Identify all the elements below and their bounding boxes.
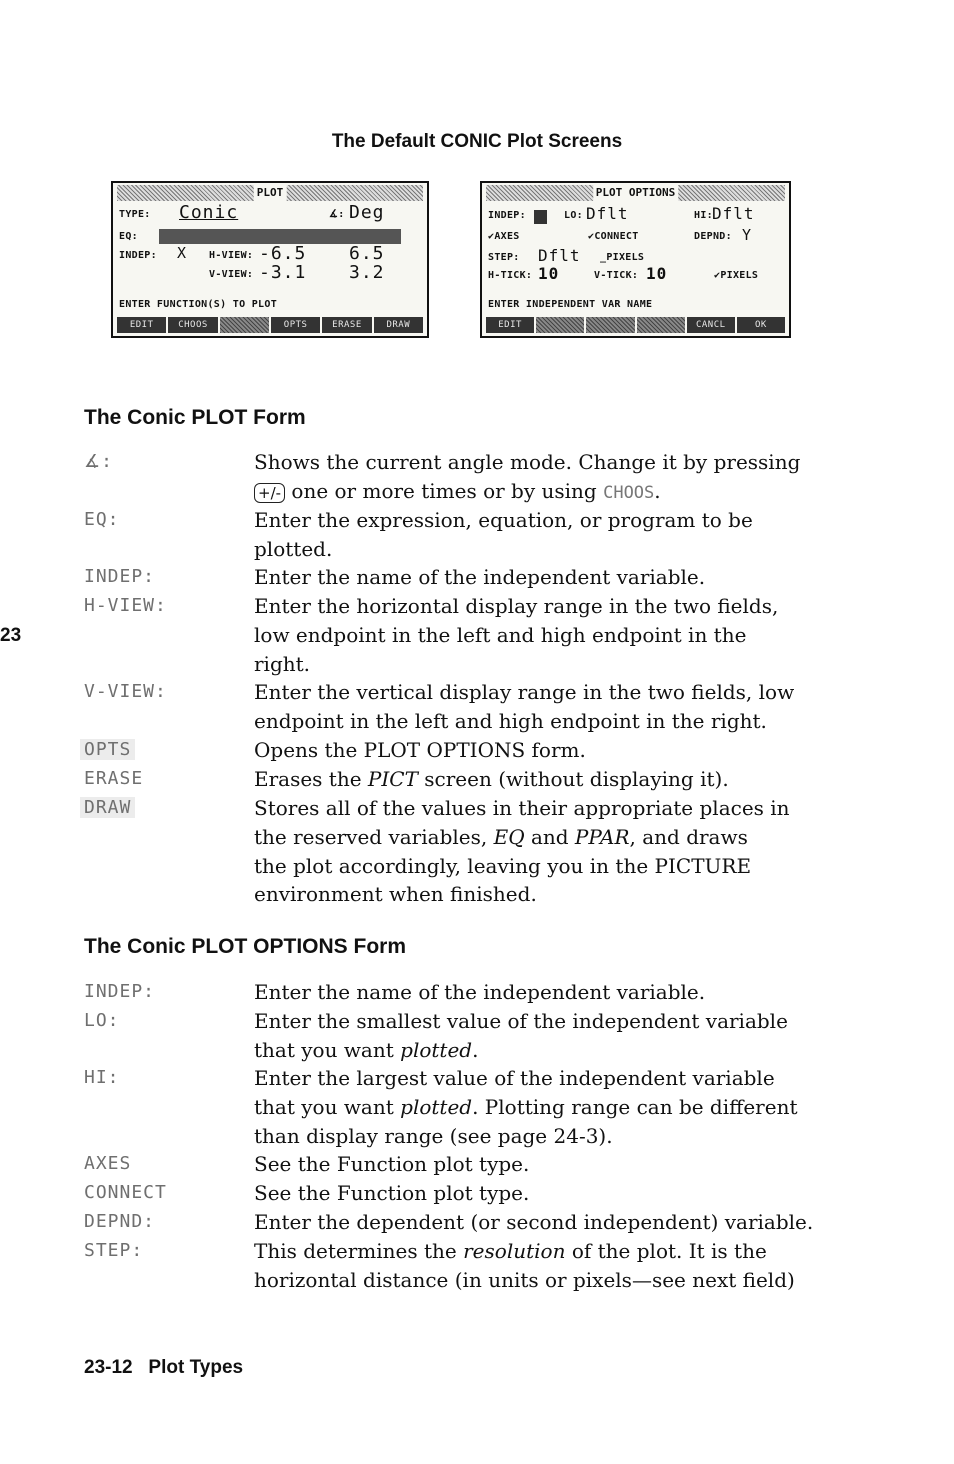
prompt-line: ENTER FUNCTION(S) TO PLOT: [119, 299, 278, 310]
definition: Stores all of the values in their appropriate places in the reserved variables, EQ and PPAR, and draws the plot accordingly, leaving you in the PICTURE environment when finished.: [254, 796, 790, 907]
definition: Opens the PLOT OPTIONS form.: [254, 738, 586, 762]
check-icon: ✔: [488, 231, 495, 242]
depnd-field[interactable]: Y: [742, 226, 753, 244]
step-row: STEP: Dflt _PIXELS: [488, 246, 645, 265]
definition: Shows the current angle mode. Change it by pressing +/- one or more times or by using CHOOS.: [254, 450, 801, 503]
softkey-cancl[interactable]: CANCL: [687, 317, 735, 333]
definition: Enter the name of the independent variable.: [254, 980, 706, 1004]
hi-field[interactable]: Dflt: [712, 204, 755, 223]
softkey-blank: [586, 317, 634, 333]
softkey-blank: [220, 317, 269, 333]
term: CONNECT: [84, 1182, 167, 1203]
step-field[interactable]: Dflt: [538, 246, 581, 265]
indep-field[interactable]: [534, 207, 547, 226]
definition: See the Function plot type.: [254, 1181, 530, 1205]
type-row: TYPE: Conic ∡: Deg: [119, 202, 385, 223]
plus-minus-key-icon: +/-: [254, 483, 285, 503]
pixels-checkbox[interactable]: _PIXELS: [600, 252, 645, 263]
check-icon: ✔: [714, 270, 721, 281]
term: DEPND:: [84, 1211, 156, 1232]
vview-hi-field[interactable]: 3.2: [349, 262, 385, 283]
check-icon: ✔: [588, 231, 595, 242]
hview-lo-field[interactable]: -6.5: [259, 243, 307, 264]
definition: Enter the horizontal display range in the two fields, low endpoint in the left and high endpoint in the right.: [254, 594, 779, 676]
prompt-line: ENTER INDEPENDENT VAR NAME: [488, 299, 653, 310]
softkey-edit[interactable]: EDIT: [486, 317, 534, 333]
htick-field[interactable]: 10: [538, 264, 560, 283]
lo-field[interactable]: Dflt: [586, 204, 629, 223]
definition: Enter the smallest value of the independent variable that you want plotted.: [254, 1009, 788, 1062]
vtick-field[interactable]: 10: [646, 264, 668, 283]
softkey-erase[interactable]: ERASE: [322, 317, 371, 333]
term: INDEP:: [84, 981, 156, 1002]
type-field[interactable]: Conic: [179, 202, 239, 223]
definition: Enter the expression, equation, or program to be plotted.: [254, 508, 753, 561]
definition: This determines the resolution of the plot. It is the horizontal distance (in units or pixels—see next field): [254, 1239, 795, 1292]
hview-hi-field[interactable]: 6.5: [349, 243, 385, 264]
eq-row: EQ:: [119, 228, 421, 246]
term: OPTS: [80, 739, 135, 760]
indep-row: INDEP: X H-VIEW: -6.5 6.5: [119, 243, 385, 264]
softkey-blank: [637, 317, 685, 333]
softkey-draw[interactable]: DRAW: [374, 317, 423, 333]
definition: Enter the dependent (or second independent) variable.: [254, 1210, 814, 1234]
tick-row: H-TICK: 10 V-TICK: 10 ✔PIXELS: [488, 264, 759, 283]
pixels-checkbox-2[interactable]: ✔PIXELS: [714, 270, 759, 281]
vview-lo-field[interactable]: -3.1: [259, 262, 307, 283]
term: HI:: [84, 1067, 120, 1088]
term: EQ:: [84, 509, 120, 530]
connect-checkbox[interactable]: ✔CONNECT: [588, 231, 639, 242]
eq-field[interactable]: [159, 229, 401, 244]
plot-screen: [111, 181, 429, 338]
softkey-choos[interactable]: CHOOS: [168, 317, 217, 333]
section-heading: The Conic PLOT OPTIONS Form: [84, 935, 407, 958]
term: ∡:: [84, 451, 113, 472]
softkey-opts[interactable]: OPTS: [271, 317, 320, 333]
softkey-bar: [117, 317, 423, 333]
figure-title: The Default CONIC Plot Screens: [331, 131, 623, 152]
definition: Enter the name of the independent variable.: [254, 565, 706, 589]
section-heading: The Conic PLOT Form: [84, 406, 306, 429]
page-footer: 23-12 Plot Types: [84, 1357, 244, 1378]
term: DRAW: [80, 797, 135, 818]
term: V-VIEW:: [84, 681, 167, 702]
indep-field[interactable]: X: [177, 244, 188, 262]
term: H-VIEW:: [84, 595, 167, 616]
axes-connect-row: ✔AXES ✔CONNECT DEPND: Y: [488, 226, 753, 244]
definition: Erases the PICT screen (without displaying it).: [254, 767, 729, 791]
screen-header: PLOT: [117, 185, 423, 201]
axes-checkbox[interactable]: ✔AXES: [488, 231, 520, 242]
vview-row: V-VIEW: -3.1 3.2: [209, 262, 385, 283]
term: AXES: [84, 1153, 132, 1174]
plot-options-screen: [480, 181, 791, 338]
screen-header: PLOT OPTIONS: [486, 185, 785, 201]
term: STEP:: [84, 1240, 144, 1261]
term: INDEP:: [84, 566, 156, 587]
term: ERASE: [84, 768, 144, 789]
softkey-edit[interactable]: EDIT: [117, 317, 166, 333]
softkey-ok[interactable]: OK: [737, 317, 785, 333]
softkey-bar: [486, 317, 785, 333]
chapter-margin-number: 23: [0, 625, 22, 646]
definition: Enter the largest value of the independent variable that you want plotted. Plotting range can be different than display range (see page 24-3).: [254, 1066, 798, 1148]
softkey-blank: [536, 317, 584, 333]
angle-field[interactable]: Deg: [349, 202, 385, 223]
term: LO:: [84, 1010, 120, 1031]
definition: Enter the vertical display range in the two fields, low endpoint in the left and high endpoint in the right.: [254, 680, 795, 733]
indep-lo-hi-row: INDEP: LO: Dflt HI: Dflt: [488, 205, 783, 223]
definition: See the Function plot type.: [254, 1152, 530, 1176]
